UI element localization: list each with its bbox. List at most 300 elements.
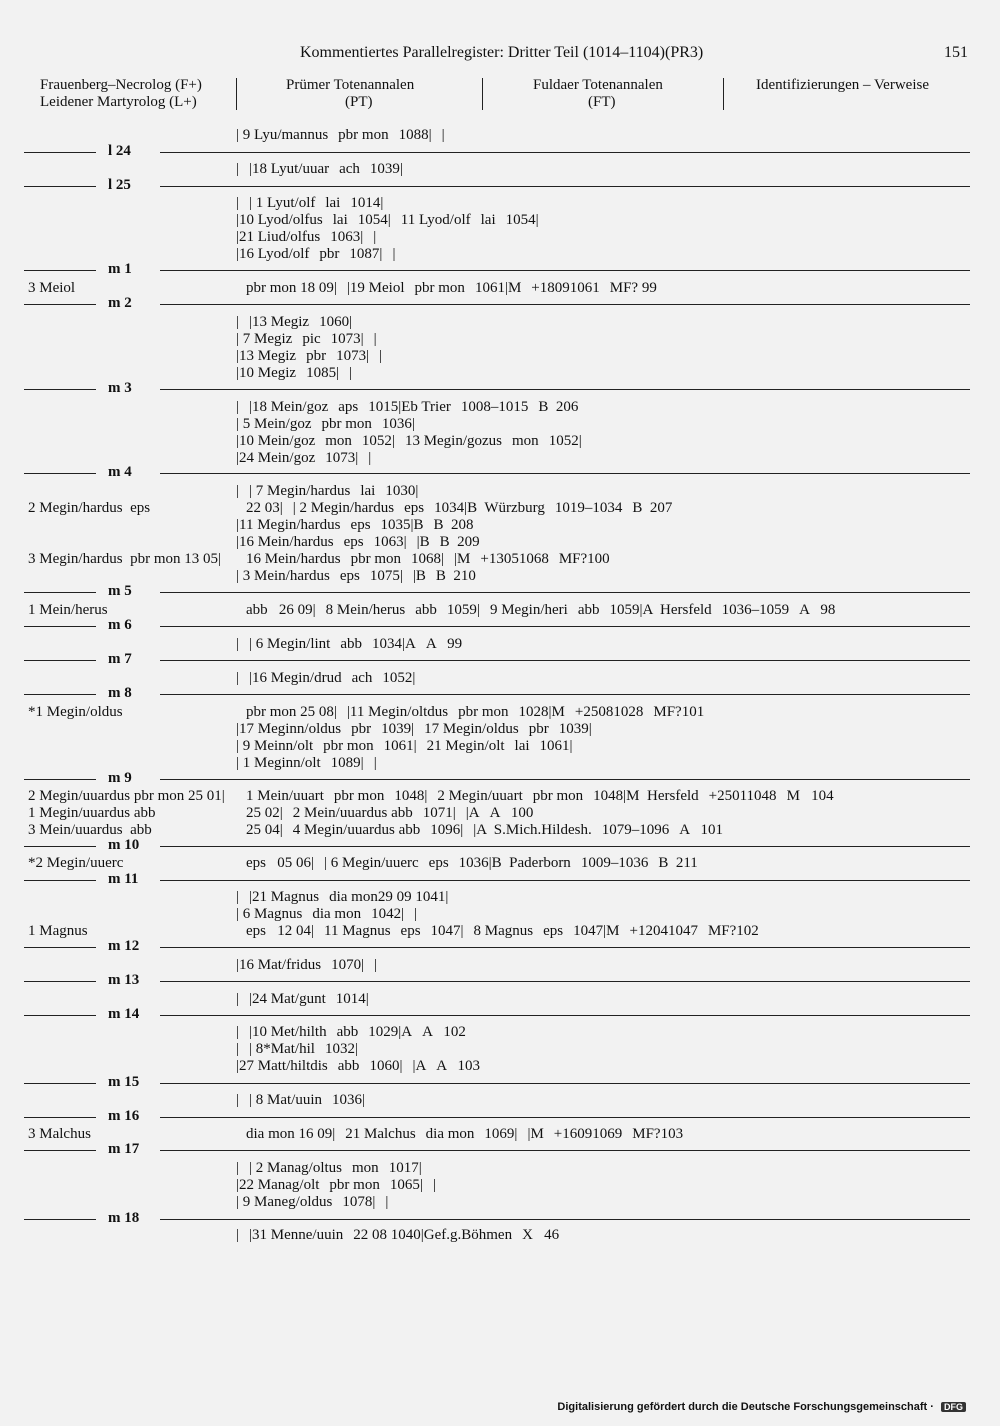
row-cell: lai [514,738,530,754]
row-cell: 1060| [369,1058,403,1074]
row-cell: | [432,1177,436,1193]
row-cell: pbr mon [323,738,374,754]
section-rule [160,270,970,271]
row-cell: abb 26 09| [246,602,316,618]
row-cell: MF?102 [707,923,759,939]
row-cell: | [392,246,396,262]
register-row [28,331,387,348]
row-cell: 1035|B [380,517,424,533]
section-rule [160,694,970,695]
row-cell: pbr mon [333,788,385,804]
section-label: m 2 [108,295,132,311]
row-cell: A 102 [422,1024,466,1040]
row-cell: B 207 [632,500,673,516]
col3-header-line2: (FT) [588,94,616,110]
row-cell: | 1 Meginn/olt [236,755,321,771]
register-row [28,1194,398,1211]
row-cell: 1 Magnus [28,923,88,939]
section-rule [160,947,970,948]
row-cell: 1075| [369,568,403,584]
row-cell: MF?100 [558,551,610,567]
row-cell: eps [543,923,564,939]
section-label: m 12 [108,938,140,954]
row-cell: 2 Megin/uuardus pbr mon 25 01| [28,788,225,804]
row-cell: 1069| [484,1126,518,1142]
row-cell: 1073| [330,331,364,347]
row-cell: abb [336,1024,359,1040]
register-row [28,1058,490,1075]
row-cell: 16 Mein/hardus [246,551,341,567]
row-cell: |M [454,551,471,567]
row-cell: | [349,365,353,381]
row-cell: MF? 99 [609,280,657,296]
section-label: m 8 [108,685,132,701]
row-cell: 1059| [446,602,480,618]
register-row [28,399,588,416]
row-cell: X 46 [522,1227,560,1243]
section-rule [24,270,96,271]
row-cell: dia mon [312,906,362,922]
row-cell: 3 Meiol [28,280,76,296]
register-row [28,568,486,585]
register-row [28,1024,476,1041]
row-cell: | 6 Magnus [236,906,303,922]
register-row [28,636,472,653]
section-rule [24,981,96,982]
register-row [28,517,484,534]
section-label: m 9 [108,770,132,786]
section-rule [160,1150,970,1151]
row-cell: |13 Megiz [249,314,310,330]
section-label: m 13 [108,972,140,988]
row-cell: pbr [528,721,549,737]
row-cell: 1079–1096 [601,822,670,838]
row-cell: | 5 Mein/goz [236,416,312,432]
row-cell: |A [412,1058,427,1074]
row-cell: pbr mon [350,551,401,567]
row-cell: abb [577,602,600,618]
register-row [28,805,543,822]
col2-header-line2: (PT) [345,94,373,110]
row-cell: |M [527,1126,544,1142]
row-cell: | [236,1041,240,1057]
section-rule [24,626,96,627]
row-cell: 1030| [385,483,419,499]
register-row [28,602,845,619]
section-label: m 4 [108,464,132,480]
row-cell: 8 Magnus [473,923,534,939]
section-rule [160,981,970,982]
page-number: 151 [944,44,968,61]
section-label: m 10 [108,837,140,853]
row-cell: |16 Mein/hardus [236,534,334,550]
row-cell: 1060| [319,314,353,330]
section-rule [160,1117,970,1118]
row-cell: | [236,314,240,330]
row-cell: +18091061 [531,280,600,296]
section-rule [160,389,970,390]
register-row [28,889,458,906]
section-rule [160,152,970,153]
section-label: m 15 [108,1074,140,1090]
register-row [28,416,425,433]
row-cell: 1039| [558,721,592,737]
row-cell: 1087| [349,246,383,262]
row-cell: 1068| [411,551,445,567]
row-cell: 11 Lyod/olf [400,212,471,228]
section-rule [24,1083,96,1084]
register-row [28,1126,693,1143]
section-rule [160,660,970,661]
section-rule [24,389,96,390]
row-cell: lai [332,212,348,228]
row-cell: 1088| [398,127,432,143]
row-cell: | [236,1227,240,1243]
row-cell: |11 Megin/oltdus [346,704,449,720]
row-cell: 1014| [335,991,369,1007]
row-cell: 1019–1034 [554,500,623,516]
row-cell: pbr mon [321,416,372,432]
row-cell: 1036| [381,416,415,432]
register-row [28,721,602,738]
register-row [28,991,379,1008]
row-cell: +25081028 [574,704,644,720]
row-cell: 1059|A Hersfeld [609,602,712,618]
row-cell: | [373,229,377,245]
section-rule [24,660,96,661]
row-cell: 1 Megin/uuardus abb [28,805,156,821]
row-cell: 2 Megin/uuart [437,788,523,804]
row-cell: MF?103 [632,1126,684,1142]
row-cell: 25 02| [246,805,283,821]
row-cell: | [441,127,445,143]
row-cell: 1036|B Paderborn [458,855,571,871]
row-cell: |17 Meginn/oldus [236,721,342,737]
row-cell: 1078| [342,1194,376,1210]
row-cell: 2 Mein/uuardus abb [292,805,413,821]
row-cell: | [374,957,378,973]
row-cell: *1 Megin/oldus [28,704,123,720]
row-cell: | 1 Lyut/olf [249,195,316,211]
row-cell: |B [412,568,426,584]
row-cell: |18 Mein/goz [249,399,329,415]
row-cell: 1070| [331,957,365,973]
row-cell: | 6 Megin/lint [249,636,331,652]
row-cell: 13 Megin/gozus [404,433,503,449]
row-cell: |27 Matt/hiltdis [236,1058,328,1074]
row-cell: 1061|M [474,280,522,296]
row-cell: | 9 Meinn/olt [236,738,314,754]
section-label: m 1 [108,261,132,277]
section-label: m 6 [108,617,132,633]
row-cell: | [379,348,383,364]
row-cell: |31 Menne/uuin [249,1227,344,1243]
row-cell: 1 Mein/uuart [246,788,324,804]
register-row [28,1177,446,1194]
row-cell: eps [428,855,449,871]
row-cell: 1061| [383,738,417,754]
row-cell: ach [351,670,373,686]
row-cell: +25011048 [708,788,777,804]
row-cell: eps [343,534,364,550]
row-cell: pbr mon [329,1177,380,1193]
row-cell: | [236,1160,240,1176]
row-cell: dia mon 16 09| [246,1126,336,1142]
row-cell: 1073| [325,450,359,466]
section-rule [24,1219,96,1220]
section-rule [24,304,96,305]
row-cell: pic [302,331,321,347]
row-cell: 1063| [330,229,364,245]
section-rule [24,1015,96,1016]
row-cell: | [236,1024,240,1040]
row-cell: 25 04| [246,822,283,838]
row-cell: abb [340,636,363,652]
row-cell: pbr [306,348,327,364]
row-cell: 21 Malchus [345,1126,416,1142]
section-rule [160,1219,970,1220]
row-cell: 1052| [548,433,582,449]
row-cell: | [368,450,372,466]
section-rule [160,779,970,780]
section-rule [24,152,96,153]
section-rule [160,626,970,627]
row-cell: lai [360,483,376,499]
row-cell: +12041047 [629,923,698,939]
row-cell: 1036| [332,1092,366,1108]
row-cell: 1048| [394,788,428,804]
section-label: m 14 [108,1006,140,1022]
row-cell: +16091069 [553,1126,623,1142]
row-cell: pbr mon 25 08| [246,704,337,720]
register-row [28,212,549,229]
row-cell: eps [400,923,421,939]
register-row [28,957,387,974]
row-cell: |24 Mein/goz [236,450,316,466]
row-cell: 1085| [306,365,340,381]
row-cell: 4 Megin/uuardus abb [292,822,421,838]
row-cell: | 7 Megiz [236,331,293,347]
row-cell: | 9 Lyu/mannus [236,127,329,143]
row-cell: 1015|Eb Trier [368,399,451,415]
page-title: Kommentiertes Parallelregister: Dritter Teil (1014–1104)(PR3) [300,44,704,61]
row-cell: | [236,195,240,211]
row-cell: |B [416,534,430,550]
section-rule [24,473,96,474]
header-divider [723,78,724,110]
row-cell: 1042| [371,906,405,922]
row-cell: 1063| [373,534,407,550]
header-divider [482,78,483,110]
register-row [28,314,362,331]
section-label: m 5 [108,583,132,599]
section-rule [24,186,96,187]
row-cell: lai [480,212,496,228]
register-row [28,229,386,246]
row-cell: mon [512,433,539,449]
row-cell: A 98 [799,602,836,618]
section-rule [160,592,970,593]
row-cell: | [236,1092,240,1108]
row-cell: | 2 Manag/oltus [249,1160,343,1176]
row-cell: 1047| [430,923,464,939]
row-cell: A 103 [436,1058,481,1074]
register-row [28,906,427,923]
row-cell: |22 Manag/olt [236,1177,320,1193]
header-divider [236,78,237,110]
register-row [28,127,455,144]
register-row [28,246,405,263]
row-cell: | 8*Mat/hil [249,1041,315,1057]
row-cell: 1039| [369,161,403,177]
section-rule [160,846,970,847]
row-cell: | [236,636,240,652]
row-cell: A 101 [679,822,723,838]
row-cell: 1034|B Würzburg [434,500,545,516]
row-cell: |10 Lyod/olfus [236,212,323,228]
row-cell: | 7 Megin/hardus [249,483,351,499]
row-cell: mon [352,1160,379,1176]
row-cell: 1052| [382,670,416,686]
row-cell: |21 Liud/olfus [236,229,321,245]
section-rule [160,304,970,305]
register-row [28,483,428,500]
col1-header-line2: Leidener Martyrolog (L+) [40,94,197,110]
section-label: l 24 [108,143,131,159]
row-cell: 17 Megin/oldus [424,721,519,737]
row-cell: A 99 [425,636,463,652]
row-cell: |A S.Mich.Hildesh. [473,822,592,838]
row-cell: 1054| [505,212,539,228]
row-cell: B 211 [658,855,698,871]
row-cell: | [414,906,418,922]
row-cell: | [236,991,240,1007]
row-cell: |18 Lyut/uuar [249,161,330,177]
section-label: l 25 [108,177,131,193]
row-cell: mon [325,433,352,449]
row-cell: B 209 [439,534,480,550]
row-cell: pbr mon [532,788,584,804]
row-cell: |10 Megiz [236,365,297,381]
register-row [28,1227,569,1244]
register-row [28,1160,432,1177]
register-row [28,1092,375,1109]
row-cell: 1096| [430,822,464,838]
row-cell: eps [350,517,371,533]
section-label: m 16 [108,1108,140,1124]
section-rule [24,779,96,780]
row-cell: | [236,483,240,499]
row-cell: eps 05 06| [246,855,314,871]
footer-text: Digitalisierung gefördert durch die Deutsche Forschungsgemeinschaft [557,1401,928,1413]
row-cell: | [236,161,240,177]
row-cell: |16 Lyod/olf [236,246,310,262]
row-cell: |16 Megin/drud [249,670,342,686]
row-cell: *2 Megin/uuerc [28,855,124,871]
row-cell: abb [415,602,437,618]
register-row [28,855,708,872]
row-cell: | 6 Megin/uuerc [324,855,419,871]
col3-header-line1: Fuldaer Totenannalen [533,77,663,93]
row-cell: 1073| [336,348,370,364]
section-label: m 17 [108,1141,140,1157]
row-cell: 1029|A [368,1024,413,1040]
register-row [28,923,769,940]
row-cell: |13 Megiz [236,348,297,364]
row-cell: 1052| [361,433,395,449]
section-rule [24,846,96,847]
row-cell: |21 Magnus [249,889,320,905]
row-cell: 1 Mein/herus [28,602,108,618]
row-cell: | [385,1194,389,1210]
row-cell: 3 Malchus [28,1126,91,1142]
section-rule [160,880,970,881]
row-cell: 1032| [324,1041,358,1057]
row-cell: | [236,889,240,905]
row-cell: |19 Meiol [346,280,405,296]
row-cell: ach [339,161,360,177]
section-rule [24,947,96,948]
section-label: m 18 [108,1210,140,1226]
register-row [28,822,733,839]
row-cell: abb [337,1058,360,1074]
row-cell: lai [325,195,341,211]
register-row [28,348,392,365]
register-row [28,755,387,772]
row-cell: | 2 Megin/hardus [292,500,395,516]
row-cell: 1061| [539,738,573,754]
row-cell: | [373,331,377,347]
row-cell: eps [339,568,360,584]
row-cell: pbr mon [458,704,509,720]
row-cell: 1089| [330,755,364,771]
section-label: m 11 [108,871,139,887]
register-row [28,365,362,382]
row-cell: |10 Met/hilth [249,1024,327,1040]
row-cell: MF?101 [653,704,705,720]
row-cell: eps 12 04| [246,923,314,939]
row-cell: eps [404,500,425,516]
row-cell: 8 Mein/herus [325,602,406,618]
row-cell: | [373,755,377,771]
row-cell: pbr [351,721,372,737]
row-cell: 1017| [388,1160,422,1176]
register-row [28,738,583,755]
row-cell: |A [465,805,480,821]
row-cell: | 8 Mat/uuin [249,1092,323,1108]
col1-header-line1: Frauenberg–Necrolog (F+) [40,77,202,93]
row-cell: 1034|A [372,636,416,652]
section-label: m 3 [108,380,132,396]
row-cell: 1047|M [573,923,620,939]
row-cell: 3 Mein/uuardus abb [28,822,152,838]
register-row [28,195,393,212]
section-rule [24,1117,96,1118]
register-row [28,500,682,517]
section-rule [24,1150,96,1151]
row-cell: | [236,670,240,686]
row-cell: 9 Megin/heri [489,602,568,618]
row-cell: M 104 [786,788,834,804]
register-row [28,450,381,467]
section-label: m 7 [108,651,132,667]
row-cell: 1009–1036 [580,855,649,871]
row-cell: 2 Megin/hardus eps [28,500,151,516]
row-cell: 22 03| [246,500,283,516]
register-row [28,704,714,721]
footer-credit: Digitalisierung gefördert durch die Deutsche Forschungsgemeinschaft · DFG [557,1401,966,1413]
row-cell: |11 Megin/hardus [236,517,341,533]
